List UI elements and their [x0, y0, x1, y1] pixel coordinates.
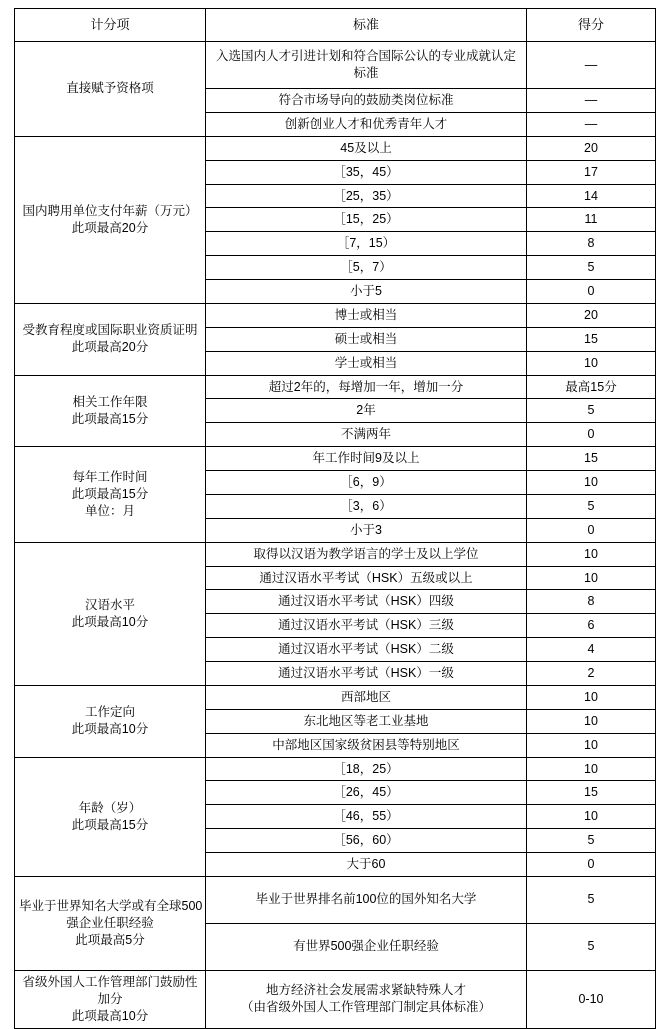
score-cell: 10: [527, 685, 656, 709]
standard-cell: ［26，45）: [206, 781, 527, 805]
score-cell: 20: [527, 303, 656, 327]
item-label-line: 受教育程度或国际职业资质证明: [22, 323, 198, 338]
table-row: [15, 303, 656, 327]
item-label-line: 加分: [97, 991, 123, 1006]
item-label-line: 省级外国人工作管理部门鼓励性: [22, 974, 198, 989]
standard-line: 地方经济社会发展需求紧缺特殊人才: [265, 983, 466, 998]
item-cell: [15, 542, 206, 685]
score-cell: 11: [527, 208, 656, 232]
table-row: [15, 757, 656, 781]
standard-cell: 创新创业人才和优秀青年人才: [206, 112, 527, 136]
standard-cell: 45及以上: [206, 136, 527, 160]
standard-cell: 取得以汉语为教学语言的学士及以上学位: [206, 542, 527, 566]
score-cell: 15: [527, 327, 656, 351]
score-cell: 5: [527, 876, 656, 923]
standard-cell: ［6，9）: [206, 471, 527, 495]
standard-cell: 小于3: [206, 518, 527, 542]
header-standard: 标准: [206, 9, 527, 42]
item-label-line: 工作定向: [84, 705, 135, 720]
header-row: [15, 9, 656, 42]
score-cell: 0: [527, 518, 656, 542]
standard-cell: 小于5: [206, 280, 527, 304]
item-label-line: 此项最高10分: [71, 1008, 149, 1023]
score-cell: 10: [527, 733, 656, 757]
item-label-line: 毕业于世界知名大学或有全球500: [19, 899, 203, 914]
standard-cell: 通过汉语水平考试（HSK）五级或以上: [206, 566, 527, 590]
item-label-line: 国内聘用单位支付年薪（万元）: [22, 203, 198, 218]
standard-cell: ［18，25）: [206, 757, 527, 781]
standard-cell: 中部地区国家级贫困县等特别地区: [206, 733, 527, 757]
item-label-line: 单位：月: [84, 503, 135, 518]
standard-cell: 通过汉语水平考试（HSK）三级: [206, 614, 527, 638]
item-label-line: 此项最高10分: [71, 614, 149, 629]
score-cell: 0: [527, 423, 656, 447]
item-cell: [15, 375, 206, 447]
standard-cell: ［35，45）: [206, 160, 527, 184]
item-cell: [15, 876, 206, 970]
score-cell: 10: [527, 351, 656, 375]
standard-cell: 不满两年: [206, 423, 527, 447]
table-body: [15, 42, 656, 1029]
score-cell: 0-10: [527, 970, 656, 1028]
score-cell: 4: [527, 638, 656, 662]
score-cell: 10: [527, 542, 656, 566]
score-cell: 6: [527, 614, 656, 638]
score-cell: 5: [527, 256, 656, 280]
table-header: [15, 9, 656, 42]
score-cell: 17: [527, 160, 656, 184]
score-cell: 10: [527, 471, 656, 495]
score-cell: 0: [527, 280, 656, 304]
score-cell: 0: [527, 853, 656, 877]
table-row: [15, 970, 656, 1028]
standard-cell: 通过汉语水平考试（HSK）二级: [206, 638, 527, 662]
item-cell: [15, 136, 206, 303]
standard-line: （由省级外国人工作管理部门制定具体标准）: [240, 1000, 491, 1015]
score-cell: 15: [527, 781, 656, 805]
standard-cell: 东北地区等老工业基地: [206, 709, 527, 733]
standard-cell: 年工作时间9及以上: [206, 447, 527, 471]
standard-cell: ［7，15）: [206, 232, 527, 256]
table-row: [15, 447, 656, 471]
item-label-line: 强企业任职经验: [66, 915, 154, 930]
item-label-line: 直接赋予资格项: [66, 81, 154, 96]
standard-cell: 大于60: [206, 853, 527, 877]
standard-cell: 超过2年的，每增加一年，增加一分: [206, 375, 527, 399]
header-score: 得分: [527, 9, 656, 42]
score-cell: 5: [527, 494, 656, 518]
standard-cell: 硕士或相当: [206, 327, 527, 351]
score-cell: —: [527, 42, 656, 89]
item-label-line: 此项最高15分: [71, 411, 149, 426]
table-row: [15, 375, 656, 399]
score-cell: 5: [527, 829, 656, 853]
standard-cell: 通过汉语水平考试（HSK）一级: [206, 662, 527, 686]
score-cell: —: [527, 89, 656, 113]
score-cell: 5: [527, 399, 656, 423]
item-label-line: 相关工作年限: [72, 394, 148, 409]
standard-cell: 通过汉语水平考试（HSK）四级: [206, 590, 527, 614]
item-label-line: 每年工作时间: [72, 470, 148, 485]
item-label-line: 汉语水平: [84, 597, 135, 612]
points-scoring-table: [14, 8, 656, 1029]
item-label-line: 此项最高5分: [75, 932, 145, 947]
standard-cell: 西部地区: [206, 685, 527, 709]
score-cell: 10: [527, 805, 656, 829]
item-label-line: 此项最高20分: [71, 340, 149, 355]
standard-cell: 有世界500强企业任职经验: [206, 923, 527, 970]
standard-cell: 符合市场导向的鼓励类岗位标准: [206, 89, 527, 113]
standard-cell: 学士或相当: [206, 351, 527, 375]
score-cell: 10: [527, 757, 656, 781]
standard-cell: [206, 970, 527, 1028]
standard-cell: ［3，6）: [206, 494, 527, 518]
score-cell: 5: [527, 923, 656, 970]
item-label-line: 此项最高15分: [71, 817, 149, 832]
standard-cell: ［25，35）: [206, 184, 527, 208]
score-cell: 8: [527, 590, 656, 614]
table-row: [15, 136, 656, 160]
score-cell: 8: [527, 232, 656, 256]
standard-cell: ［15，25）: [206, 208, 527, 232]
standard-cell: ［5，7）: [206, 256, 527, 280]
header-item: 计分项: [15, 9, 206, 42]
table-row: [15, 685, 656, 709]
item-cell: [15, 303, 206, 375]
table-row: [15, 876, 656, 923]
item-cell: [15, 970, 206, 1028]
score-cell: 10: [527, 709, 656, 733]
standard-cell: ［46，55）: [206, 805, 527, 829]
item-cell: [15, 757, 206, 876]
item-cell: [15, 447, 206, 543]
score-cell: 2: [527, 662, 656, 686]
item-label-line: 年龄（岁）: [78, 800, 142, 815]
item-label-line: 此项最高15分: [71, 486, 149, 501]
item-label-line: 此项最高10分: [71, 722, 149, 737]
standard-cell: ［56，60）: [206, 829, 527, 853]
score-cell: 10: [527, 566, 656, 590]
score-cell: 14: [527, 184, 656, 208]
standard-cell: 2年: [206, 399, 527, 423]
score-cell: —: [527, 112, 656, 136]
score-cell: 最高15分: [527, 375, 656, 399]
score-cell: 20: [527, 136, 656, 160]
item-label-line: 此项最高20分: [71, 220, 149, 235]
item-cell: [15, 685, 206, 757]
table-row: [15, 542, 656, 566]
table-row: [15, 42, 656, 89]
standard-cell: 入选国内人才引进计划和符合国际公认的专业成就认定标准: [206, 42, 527, 89]
score-cell: 15: [527, 447, 656, 471]
standard-cell: 毕业于世界排名前100位的国外知名大学: [206, 876, 527, 923]
standard-cell: 博士或相当: [206, 303, 527, 327]
item-cell: [15, 42, 206, 137]
